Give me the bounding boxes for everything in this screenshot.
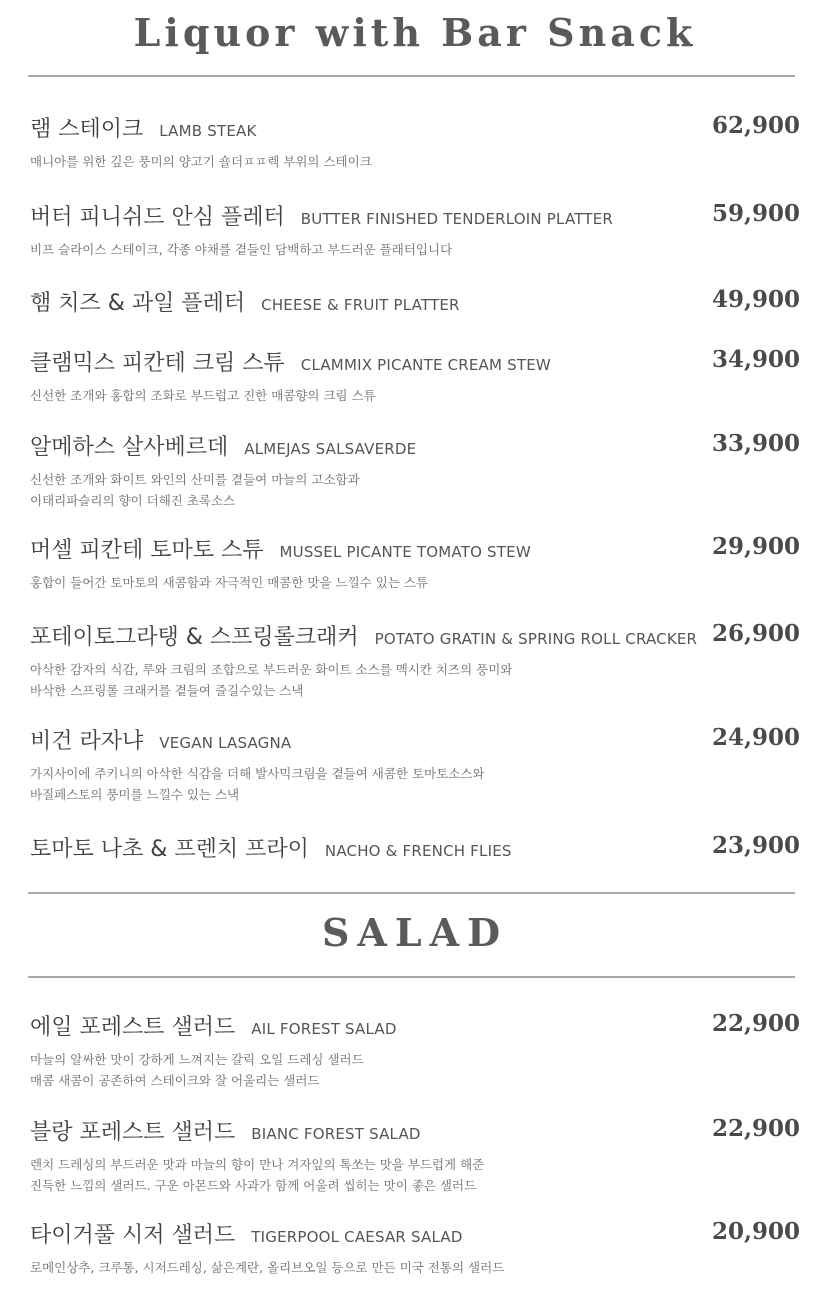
- menu-item-name-korean: 클램믹스 피칸테 크림 스튜: [30, 351, 285, 376]
- menu-item-name-korean: 타이거풀 시저 샐러드: [30, 1223, 236, 1248]
- menu-item-description-line: 신선한 조개와 홍합의 조화로 부드럽고 진한 매콤향의 크림 스튜: [30, 388, 376, 403]
- menu-item-price: 26,900: [711, 620, 800, 647]
- menu-item-name-english: AIL FOREST SALAD: [251, 1020, 397, 1038]
- menu-item-price: 49,900: [711, 286, 800, 313]
- menu-item-description: [30, 469, 800, 511]
- menu-item: [30, 200, 800, 260]
- menu-item-name-korean: 알메하스 살사베르데: [30, 435, 229, 460]
- menu-item-description: [30, 659, 800, 701]
- menu-item-name-english: POTATO GRATIN & SPRING ROLL CRACKER: [374, 630, 698, 648]
- menu-item-name-english: CHEESE & FRUIT PLATTER: [261, 296, 460, 314]
- menu-item-description-line: 가지사이에 주키니의 아삭한 식감을 더해 발사믹크림을 곁들여 새콤한 토마토소스와: [30, 766, 485, 781]
- menu-item: [30, 620, 800, 701]
- menu-item-name-korean: 토마토 나초 & 프렌치 프라이: [30, 837, 309, 862]
- menu-item-price: 23,900: [711, 832, 800, 859]
- menu-item-name-english: BUTTER FINISHED TENDERLOIN PLATTER: [300, 210, 614, 228]
- menu-item-description: [30, 763, 800, 805]
- menu-item-price: 59,900: [711, 200, 800, 227]
- menu-item-name-english: TIGERPOOL CAESAR SALAD: [251, 1228, 463, 1246]
- menu-item: [30, 533, 800, 593]
- menu-item-name-english: BIANC FOREST SALAD: [251, 1125, 421, 1143]
- menu-item-description-line: 매콤 새콤이 공존하여 스테이크와 잘 어울리는 샐러드: [30, 1073, 320, 1088]
- menu-item: [30, 112, 800, 172]
- divider: [28, 892, 795, 894]
- menu-item-description-line: 진득한 느낌의 샐러드. 구운 아몬드와 사과가 함께 어울려 씹히는 맛이 좋은 샐러드: [30, 1178, 477, 1193]
- menu-item-description: [30, 572, 800, 593]
- menu-item: [30, 832, 800, 863]
- menu-item-description-line: 비프 슬라이스 스테이크, 각종 야채를 곁들인 담백하고 부드러운 플래터입니다: [30, 242, 453, 257]
- menu-item-description: [30, 239, 800, 260]
- menu-item-description: [30, 1154, 800, 1196]
- menu-item-description-line: 신선한 조개와 화이트 와인의 산미를 곁들여 마늘의 고소함과: [30, 472, 360, 487]
- menu-item-price: 33,900: [711, 430, 800, 457]
- menu-item-name-english: MUSSEL PICANTE TOMATO STEW: [279, 543, 531, 561]
- menu-item-name-korean: 햄 치즈 & 과일 플레터: [30, 291, 246, 316]
- menu-item: [30, 1115, 800, 1196]
- menu-item: [30, 724, 800, 805]
- divider: [28, 75, 795, 77]
- menu-item: [30, 430, 800, 511]
- menu-item-name-korean: 램 스테이크: [30, 117, 144, 142]
- menu-item-name-korean: 에일 포레스트 샐러드: [30, 1015, 236, 1040]
- menu-item: [30, 1010, 800, 1091]
- menu-item-name-korean: 머셀 피칸테 토마토 스튜: [30, 538, 264, 563]
- section-title-liquor: Liquor with Bar Snack: [133, 10, 697, 55]
- menu-item-price: 62,900: [711, 112, 800, 139]
- menu-item-description-line: 아삭한 감자의 식감, 루와 크림의 조합으로 부드러운 화이트 소스를 멕시칸 치즈의 풍미와: [30, 662, 513, 677]
- menu-item-name-korean: 포테이토그라탱 & 스프링롤크래커: [30, 625, 359, 650]
- menu-item-name-english: LAMB STEAK: [159, 122, 257, 140]
- menu-item: [30, 346, 800, 406]
- menu-item-description: [30, 385, 800, 406]
- menu-item-description-line: 렌치 드레싱의 부드러운 맛과 마늘의 향이 만나 겨자잎의 톡쏘는 맛을 부드럽게 해준: [30, 1157, 485, 1172]
- menu-item-description-line: 마늘의 알싸한 맛이 강하게 느껴지는 갈릭 오일 드레싱 샐러드: [30, 1052, 364, 1067]
- menu-item-description: [30, 151, 800, 172]
- menu-item: [30, 1218, 800, 1278]
- menu-item-description-line: 바질페스토의 풍미를 느낄수 있는 스낵: [30, 787, 240, 802]
- section-title-salad: SALAD: [321, 910, 509, 955]
- menu-item-price: 22,900: [711, 1010, 800, 1037]
- menu-item-price: 24,900: [711, 724, 800, 751]
- menu-item: [30, 286, 800, 317]
- menu-item-price: 34,900: [711, 346, 800, 373]
- menu-item-description-line: 홍합이 들어간 토마토의 새콤함과 자극적인 매콤한 맛을 느낄수 있는 스튜: [30, 575, 429, 590]
- divider: [28, 976, 795, 978]
- menu-item-description: [30, 1257, 800, 1278]
- menu-item-name-english: CLAMMIX PICANTE CREAM STEW: [300, 356, 551, 374]
- menu-item-description-line: 이태리파슬리의 향이 더해진 초록소스: [30, 493, 236, 508]
- menu-item-description-line: 로메인상추, 크루통, 시저드레싱, 삶은계란, 올리브오일 등으로 만든 미국 전통의 샐러드: [30, 1260, 505, 1275]
- menu-item-name-english: NACHO & FRENCH FLIES: [324, 842, 512, 860]
- menu-item-description-line: 매니아를 위한 깊은 풍미의 양고기 숄더ㅍㅍ렉 부위의 스테이크: [30, 154, 372, 169]
- menu-item-name-korean: 비건 라자냐: [30, 729, 144, 754]
- menu-item-description-line: 바삭한 스프링롤 크래커를 곁들여 즐길수있는 스낵: [30, 683, 304, 698]
- menu-item-name-korean: 버터 피니쉬드 안심 플레터: [30, 205, 285, 230]
- menu-item-description: [30, 1049, 800, 1091]
- menu-item-name-english: VEGAN LASAGNA: [159, 734, 292, 752]
- menu-item-price: 29,900: [711, 533, 800, 560]
- menu-item-price: 22,900: [711, 1115, 800, 1142]
- menu-item-name-english: ALMEJAS SALSAVERDE: [244, 440, 417, 458]
- menu-item-name-korean: 블랑 포레스트 샐러드: [30, 1120, 236, 1145]
- menu-item-price: 20,900: [711, 1218, 800, 1245]
